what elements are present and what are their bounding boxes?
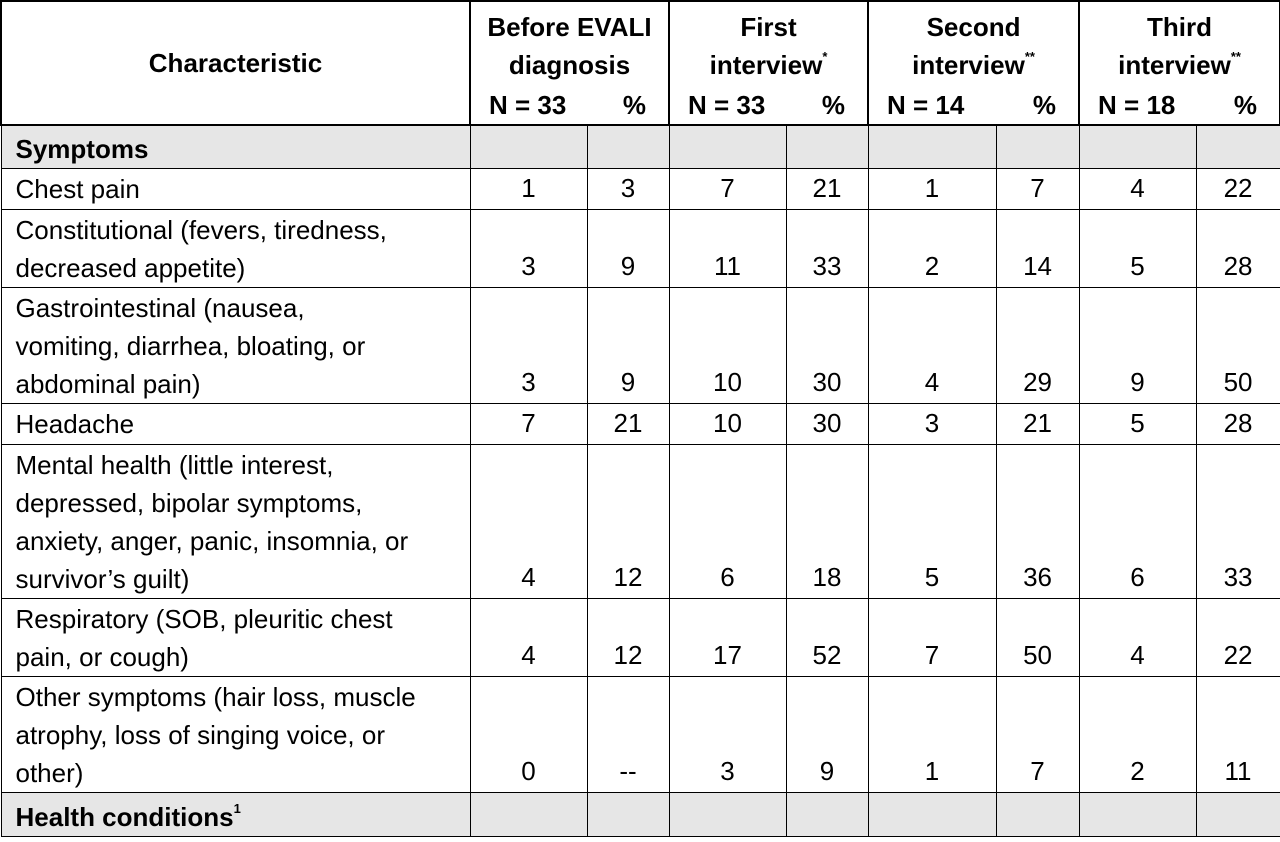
row-label [1,169,470,210]
empty-cell [587,125,669,169]
empty-cell [996,793,1079,837]
empty-cell [786,793,868,837]
row-label [1,210,470,288]
empty-cell [1079,793,1196,837]
empty-cell [669,125,786,169]
group-n-pct [670,86,867,124]
empty-cell [1079,125,1196,169]
percent-cell: 12 [587,599,669,677]
percent-cell: 29 [996,288,1079,404]
count-cell: 4 [868,288,996,404]
group-title-line1: Second [926,12,1021,42]
count-cell: 6 [1079,445,1196,599]
group-header-third-interview [1079,1,1280,125]
pct-label: % [1032,90,1057,120]
section-label: Symptoms [1,125,470,169]
row-label-line: atrophy, loss of singing voice, or [15,719,385,750]
row-label-line: pain, or cough) [15,641,189,672]
n-label: N = 14 [887,90,965,120]
empty-cell [786,125,868,169]
percent-cell: 30 [786,404,868,445]
footnote-marker: 1 [233,800,241,816]
group-title-line2: interview** [1118,49,1241,80]
table-row [1,210,1280,288]
row-label-line: Gastrointestinal (nausea, [15,292,305,323]
count-cell: 4 [1079,599,1196,677]
count-cell: 2 [868,210,996,288]
count-cell: 17 [669,599,786,677]
percent-cell: -- [587,677,669,793]
pct-label: % [821,90,846,120]
count-cell: 4 [470,599,587,677]
percent-cell: 9 [587,288,669,404]
percent-cell: 12 [587,445,669,599]
row-label-line: vomiting, diarrhea, bloating, or [15,330,366,361]
count-cell: 7 [470,404,587,445]
group-title-line1: First [740,12,797,42]
count-cell: 7 [669,169,786,210]
count-cell: 7 [868,599,996,677]
percent-cell: 28 [1196,404,1280,445]
pct-label: % [1233,90,1258,120]
group-title-line2: diagnosis [508,50,631,80]
percent-cell: 50 [1196,288,1280,404]
percent-cell: 28 [1196,210,1280,288]
count-cell: 5 [868,445,996,599]
percent-cell: 33 [1196,445,1280,599]
row-label-line: Headache [15,409,135,439]
percent-cell: 22 [1196,169,1280,210]
count-cell: 4 [470,445,587,599]
empty-cell [1196,125,1280,169]
header-row [1,1,1280,125]
count-cell: 10 [669,404,786,445]
section-row-symptoms [1,125,1280,169]
row-label-line: Chest pain [15,174,140,204]
count-cell: 3 [868,404,996,445]
count-cell: 3 [470,288,587,404]
count-cell: 10 [669,288,786,404]
percent-cell: 7 [996,677,1079,793]
percent-cell: 14 [996,210,1079,288]
row-label [1,599,470,677]
percent-cell: 36 [996,445,1079,599]
count-cell: 2 [1079,677,1196,793]
row-label-line: Respiratory (SOB, pleuritic chest [15,603,393,634]
n-label: N = 18 [1098,90,1176,120]
group-title-line2: interview** [912,49,1035,80]
row-label-line: Mental health (little interest, [15,449,334,480]
footnote-marker: * [822,49,828,65]
table-row [1,677,1280,793]
n-label: N = 33 [688,90,766,120]
row-label-line: other) [15,757,84,788]
group-header-before-evali [470,1,669,125]
percent-cell: 21 [786,169,868,210]
percent-cell: 9 [587,210,669,288]
pct-label: % [622,90,646,120]
percent-cell: 50 [996,599,1079,677]
table-row [1,288,1280,404]
group-n-pct [869,86,1078,124]
n-label: N = 33 [489,90,567,120]
group-n-pct [1080,86,1279,124]
percent-cell: 21 [996,404,1079,445]
footnote-marker: ** [1024,49,1035,65]
table-row [1,169,1280,210]
count-cell: 1 [470,169,587,210]
table-row [1,445,1280,599]
count-cell: 1 [868,677,996,793]
group-header-first-interview [669,1,868,125]
group-title-line1: Third [1147,12,1213,42]
percent-cell: 30 [786,288,868,404]
count-cell: 1 [868,169,996,210]
percent-cell: 52 [786,599,868,677]
percent-cell: 21 [587,404,669,445]
count-cell: 5 [1079,210,1196,288]
percent-cell: 3 [587,169,669,210]
row-label [1,288,470,404]
section-row-health-conditions [1,793,1280,837]
group-title-line2: interview* [709,49,828,80]
empty-cell [868,793,996,837]
empty-cell [587,793,669,837]
section-label: Health conditions$^1$ [1,793,470,837]
row-label [1,404,470,445]
empty-cell [868,125,996,169]
row-label-line: survivor’s guilt) [15,563,190,594]
row-label-line: abdominal pain) [15,368,201,399]
group-title-line1: Before EVALI [487,12,652,42]
row-label-line: anxiety, anger, panic, insomnia, or [15,525,409,556]
table-row [1,404,1280,445]
count-cell: 3 [470,210,587,288]
percent-cell: 11 [1196,677,1280,793]
empty-cell [669,793,786,837]
count-cell: 3 [669,677,786,793]
empty-cell [1196,793,1280,837]
row-label-line: depressed, bipolar symptoms, [15,487,363,518]
table-row [1,599,1280,677]
count-cell: 4 [1079,169,1196,210]
percent-cell: 9 [786,677,868,793]
footnote-marker: ** [1230,49,1241,65]
group-header-second-interview [868,1,1079,125]
characteristic-header: Characteristic [1,1,470,125]
row-label [1,445,470,599]
count-cell: 6 [669,445,786,599]
percent-cell: 22 [1196,599,1280,677]
row-label [1,677,470,793]
count-cell: 9 [1079,288,1196,404]
group-n-pct [471,86,668,124]
percent-cell: 7 [996,169,1079,210]
count-cell: 0 [470,677,587,793]
percent-cell: 33 [786,210,868,288]
row-label-line: Other symptoms (hair loss, muscle [15,681,416,712]
row-label-line: decreased appetite) [15,252,246,283]
count-cell: 5 [1079,404,1196,445]
empty-cell [470,793,587,837]
empty-cell [996,125,1079,169]
percent-cell: 18 [786,445,868,599]
count-cell: 11 [669,210,786,288]
empty-cell [470,125,587,169]
row-label-line: Constitutional (fevers, tiredness, [15,214,387,245]
